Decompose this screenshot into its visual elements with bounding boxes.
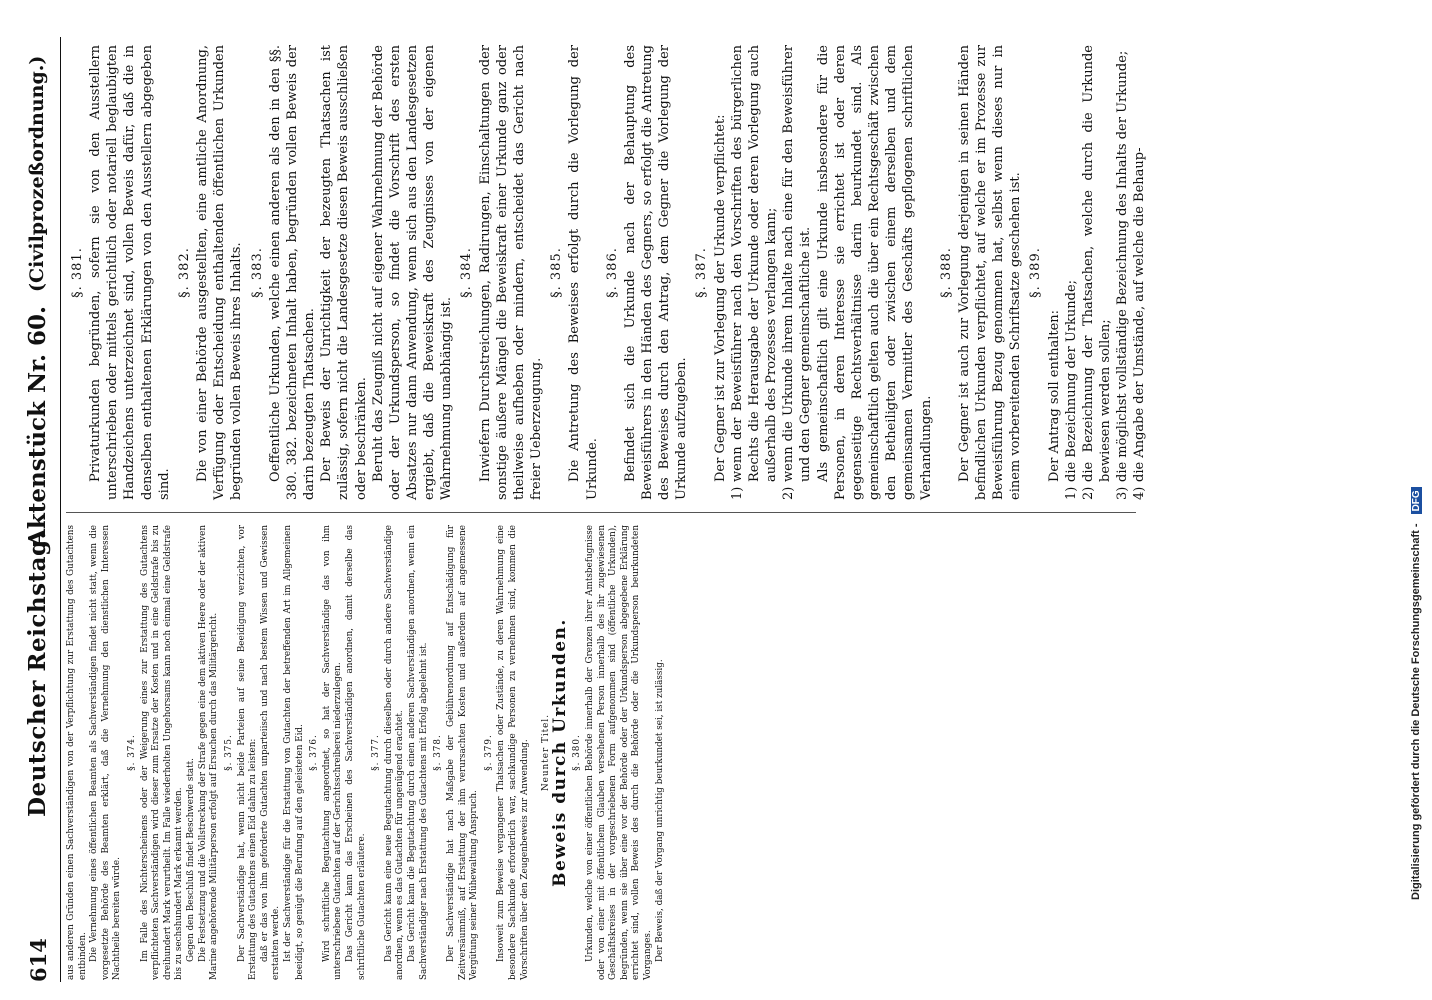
paragraph: Die von einer Behörde ausgestellten, eine amtliche Anordnung, Verfügung oder Entscheidung enthaltenden öffentlichen Urkunden begründen vollen Beweis ihres Inhalts. <box>195 45 245 500</box>
paragraph: Der Sachverständige hat nach Maßgabe der Gebührenordnung auf Entschädigung für Zeitversäumniß, auf Erstattung der ihm verursachten Kosten und außerdem auf angemessene Vergütung seiner Mühewaltung Anspruch. <box>445 525 480 980</box>
enumerated-item <box>729 45 780 500</box>
column-divider <box>66 512 1136 513</box>
paragraph: Der Gegner ist zur Vorlegung der Urkunde verpflichtet: <box>712 114 728 482</box>
item-number: 1) <box>729 486 745 500</box>
section-heading: §. 388. <box>938 247 954 298</box>
header-subtitle: (Civilprozeßordnung.) <box>26 55 48 292</box>
header-title: Deutscher Reichstag. <box>24 530 51 817</box>
section-heading: §. 384. <box>459 247 475 298</box>
section-heading: §. 380. <box>572 734 583 771</box>
section-heading: §. 383. <box>249 247 265 298</box>
item-text: wenn die Urkunde ihrem Inhalte nach eine für den Beweisführer und den Gegner gemeinschaftliche ist. <box>781 45 814 482</box>
paragraph: Oeffentliche Urkunden, welche einen anderen als den in den §§. 380. 382. bezeichneten Inhalt haben, begründen vollen Beweis der darin bezeugten Thatsachen. <box>267 45 318 500</box>
section-heading: §. 378. <box>433 734 444 771</box>
digitization-credit <box>1410 40 1422 900</box>
paragraph: Ist der Sachverständige für die Erstattung von Gutachten der betreffenden Art im Allgemeinen beeidigt, so genügt die Berufung auf den geleisteten Eid. <box>282 525 305 980</box>
item-number: 2) <box>1080 486 1096 500</box>
header-rule <box>60 37 61 982</box>
item-text: die möglichst vollständige Bezeichnung des Inhalts der Urkunde; <box>1115 50 1131 482</box>
chapter-title: Beweis durch Urkunden. <box>549 618 570 887</box>
dfg-logo: DFG <box>1411 487 1422 514</box>
item-number: 1) <box>1063 486 1079 500</box>
paragraph: Die Festsetzung und die Vollstreckung der Strafe gegen eine dem aktiven Heere oder der aktiven Marine angehörende Militärperson erfolgt auf Ersuchen durch das Militärgericht. <box>197 525 220 980</box>
item-number: 4) <box>1132 486 1148 500</box>
enumerated-item <box>1114 45 1131 500</box>
paragraph: Urkunden, welche von einer öffentlichen Behörde innerhalb der Grenzen ihrer Amtsbefugnisse oder von einer mit öffentlichem Glauben versehenen Person innerhalb des ihr zugewiesenen Geschäftskreises in der vorgeschriebenen Form aufgenommen sind (öffentliche Urkunden), begründen, wenn sie über eine vor der Behörde oder der Urkundsperson abgegebene Erklärung errichtet sind, vollen Beweis des durch die Behörde oder die Urkundsperson beurkundeten Vorganges. <box>584 525 654 980</box>
credit-text: Digitalisierung gefördert durch die Deutsche Forschungsgemeinschaft - <box>1410 523 1422 900</box>
paragraph: Der Beweis, daß der Vorgang unrichtig beurkundet sei, ist zulässig. <box>654 659 665 962</box>
page-header <box>18 42 58 982</box>
enumerated-item <box>1080 45 1114 500</box>
paragraph: Der Sachverständige hat, wenn nicht beide Parteien auf seine Beeidigung verzichten, vor Erstattung des Gutachtens einen Eid dahin zu leisten: <box>236 525 259 980</box>
paragraph: Das Gericht kann eine neue Begutachtung durch dieselben oder durch andere Sachverständige anordnen, wenn es das Gutachten für ungenügend erachtet. <box>383 525 406 980</box>
item-number: 3) <box>1115 486 1131 500</box>
paragraph: Das Gericht kann die Begutachtung durch einen anderen Sachverständigen anordnen, wenn ein Sachverständiger nach Erstattung des Gutachtens mit Erfolg abgelehnt ist. <box>407 525 429 980</box>
paragraph: Inwiefern Durchstreichungen, Radirungen, Einschaltungen oder sonstige äußere Mängel die Beweiskraft einer Urkunde ganz oder theilweise aufheben oder mindern, entscheidet das Gericht nach freier Ueberzeugung. <box>477 45 545 500</box>
header-document-number: Aktenstück Nr. 60. <box>24 305 51 547</box>
paragraph: aus anderen Gründen einen Sachverständigen von der Verpflichtung zur Erstattung des Gutachtens entbinden. <box>66 525 88 980</box>
paragraph: Gegen den Beschluß findet Beschwerde statt. <box>186 758 197 962</box>
paragraph: Im Falle des Nichterscheinens oder der Weigerung eines zur Erstattung des Gutachtens verpflichteten Sachverständigen wird dieser zum Ersatze der Kosten und in eine Geldstrafe bis zu dreihundert Mark verurtheilt. Im Falle wiederholten Ungehorsams kann noch einmal eine Geldstrafe bis zu sechshundert Mark erkannt werden. <box>139 525 185 980</box>
item-text: die Bezeichnung der Thatsachen, welche durch die Urkunde bewiesen werden sollen; <box>1080 45 1114 482</box>
enumerated-item <box>1131 45 1148 500</box>
item-text: die Angabe der Umstände, auf welche die Behaup- <box>1132 147 1148 482</box>
section-heading: §. 374. <box>127 734 138 771</box>
paragraph: Insoweit zum Beweise vergangener Thatsachen oder Zustände, zu deren Wahrnehmung eine besondere Sachkunde erforderlich war, sachkundige Personen zu vernehmen sind, kommen die Vorschriften über den Zeugenbeweis zur Anwendung. <box>496 525 530 980</box>
paragraph: Die Antretung des Beweises erfolgt durch die Vorlegung der Urkunde. <box>567 45 600 500</box>
section-heading: §. 381. <box>70 247 85 298</box>
section-heading: §. 386. <box>604 247 620 298</box>
chapter-number: Neunter Titel. <box>541 714 552 792</box>
item-text: die Bezeichnung der Urkunde; <box>1063 279 1079 482</box>
section-heading: §. 379. <box>483 734 494 771</box>
item-text: wenn der Beweisführer nach den Vorschriften des bürgerlichen Rechts die Herausgabe der Urkunde oder deren Vorlegung auch außerhalb des Prozesses verlangen kann; <box>729 45 780 482</box>
section-heading: §. 376. <box>309 734 320 771</box>
paragraph: Befindet sich die Urkunde nach der Behauptung des Beweisführers in den Händen des Gegners, so erfolgt die Antretung des Beweises durch den Antrag, dem Gegner die Vorlegung der Urkunde aufzugeben. <box>622 45 690 500</box>
paragraph: Der Beweis der Unrichtigkeit der bezeugten Thatsachen ist zulässig, sofern nicht die Landesgesetze diesen Beweis ausschließen oder beschränken. <box>319 45 369 500</box>
enumerated-item <box>780 45 814 500</box>
enumerated-item <box>1063 45 1080 500</box>
paragraph: daß er das von ihm geforderte Gutachten unparteiisch und nach bestem Wissen und Gewissen erstatten werde. <box>259 525 282 980</box>
paragraph: Wird schriftliche Begutachtung angeordnet, so hat der Sachverständige das von ihm unterschriebene Gutachten auf der Gerichtsschreiberei niederzulegen. <box>321 525 344 980</box>
item-number: 2) <box>781 486 797 500</box>
paragraph: Der Gegner ist auch zur Vorlegung derjenigen in seinen Händen befindlichen Urkunden verpflichtet, auf welche er im Prozesse zur Beweisführung Bezug genommen hat, selbst wenn dieses nur in einem vorbereitenden Schriftsatze geschehen ist. <box>956 45 1024 500</box>
left-text-column <box>66 525 665 980</box>
paragraph: Das Gericht kann das Erscheinen des Sachverständigen anordnen, damit derselbe das schriftliche Gutachten erläutere. <box>345 525 367 980</box>
paragraph: Als gemeinschaftlich gilt eine Urkunde insbesondere für die Personen, in deren Interesse sie errichtet ist oder deren gegenseitige Rechtsverhältnisse darin beurkundet sind. Als gemeinschaftlich gelten auch die über ein Rechtsgeschäft zwischen den Betheiligten oder zwischen einem derselben und dem gemeinsamen Vermittler des Geschäfts gepflogenen schriftlichen Verhandlungen. <box>815 45 934 500</box>
page-number: 614 <box>26 938 51 982</box>
paragraph: Privaturkunden begründen, sofern sie von den Ausstellern unterschrieben oder mittels gerichtlich oder notariell beglaubigten Handzeichens unterzeichnet sind, vollen Beweis dafür, daß die in denselben enthaltenen Erklärungen von den Ausstellern abgegeben sind. <box>88 45 172 500</box>
section-heading: §. 377. <box>371 734 382 771</box>
section-heading: §. 382. <box>176 247 192 298</box>
section-heading: §. 387. <box>694 247 710 298</box>
section-heading: §. 389. <box>1028 247 1044 298</box>
paragraph: Beruht das Zeugniß nicht auf eigener Wahrnehmung der Behörde oder der Urkundsperson, so findet die Vorschrift des ersten Absatzes nur dann Anwendung, wenn sich aus den Landesgesetzen ergiebt, daß die Beweiskraft des Zeugnisses von der eigenen Wahrnehmung unabhängig ist. <box>370 45 455 500</box>
paragraph: Die Vernehmung eines öffentlichen Beamten als Sachverständigen findet nicht statt, wenn die vorgesetzte Behörde des Beamten erklärt, daß die Vernehmung den dienstlichen Interessen Nachtheile bereiten würde. <box>89 525 123 980</box>
section-heading: §. 385. <box>549 247 565 298</box>
right-text-column <box>66 45 1186 500</box>
paragraph: Der Antrag soll enthalten: <box>1046 309 1062 482</box>
section-heading: §. 375. <box>223 734 234 771</box>
